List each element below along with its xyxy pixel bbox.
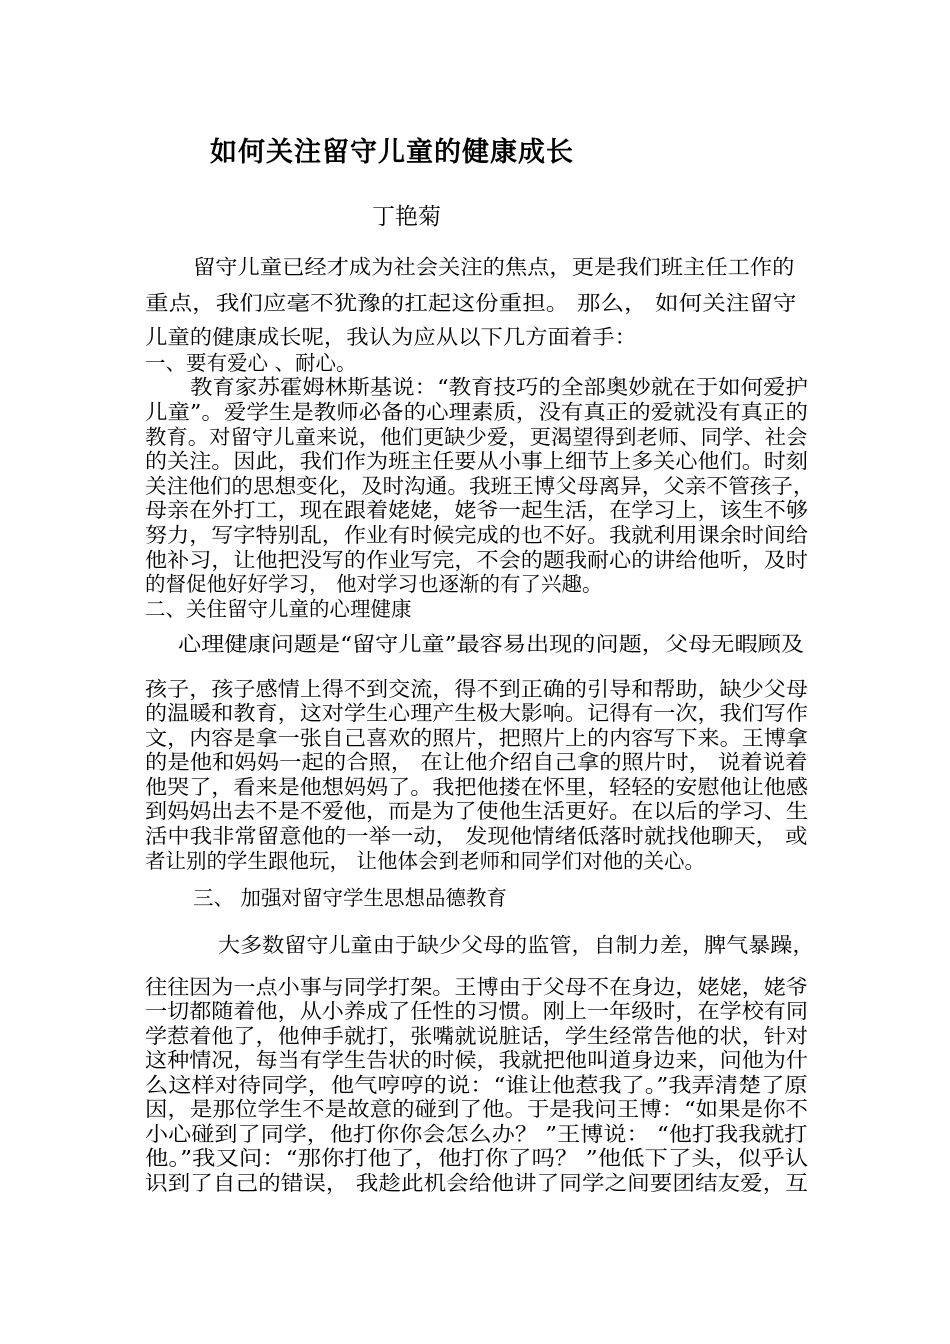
paragraph-line: 重点，我们应毫不犹豫的扛起这份重担。 那么， 如何关注留守 — [145, 291, 797, 315]
paragraph-line: 文，内容是拿一张自己喜欢的照片，把照片上的内容写下来。王博拿 — [145, 726, 808, 750]
paragraph-line: 母亲在外打工，现在跟着姥姥，姥爷一起生活，在学习上，该生不够 — [145, 498, 808, 522]
paragraph-line: 识到了自己的错误， 我趁此机会给他讲了同学之间要团结友爱，互 — [145, 1171, 809, 1195]
paragraph-line: 大多数留守儿童由于缺少父母的监管，自制力差，脾气暴躁， — [218, 933, 815, 957]
paragraph-line: 往往因为一点小事与同学打架。王博由于父母不在身边，姥姥，姥爷 — [145, 975, 808, 999]
paragraph-line: 的是他和妈妈一起的合照， 在让他介绍自己拿的照片时， 说着说着 — [145, 750, 808, 774]
paragraph-line: 一、要有爱心 、耐心。 — [145, 351, 357, 375]
paragraph-line: 努力，写字特别乱，作业有时候完成的也不好。我就利用课余时间给 — [145, 523, 808, 547]
document-author: 丁艳菊 — [372, 204, 441, 230]
paragraph-line: 儿童的健康成长呢，我认为应从以下几方面着手： — [145, 325, 637, 349]
paragraph-line: 的温暖和教育，这对学生心理产生极大影响。记得有一次，我们写作 — [145, 701, 808, 725]
paragraph-line: 因，是那位学生不是故意的碰到了他。于是我问王博：“如果是你不 — [145, 1097, 808, 1121]
paragraph-line: 他哭了，看来是他想妈妈了。我把他搂在怀里，轻轻的安慰他让他感 — [145, 775, 808, 799]
paragraph-line: 到妈妈出去不是不爱他，而是为了使他生活更好。在以后的学习、生 — [145, 799, 808, 823]
paragraph-line: 心理健康问题是“留守儿童”最容易出现的问题，父母无暇顾及 — [178, 632, 804, 656]
paragraph-line: 孩子，孩子感情上得不到交流，得不到正确的引导和帮助，缺少父母 — [145, 677, 808, 701]
paragraph-line: 小心碰到了同学，他打你你会怎么办？ ”王博说： “他打我我就打 — [145, 1122, 808, 1146]
paragraph-line: 留守儿童已经才成为社会关注的焦点，更是我们班主任工作的 — [193, 255, 795, 279]
paragraph-line: 者让别的学生跟他玩， 让他体会到老师和同学们对他的关心。 — [145, 849, 706, 873]
paragraph-line: 他。”我又问：“那你打他了，他打你了吗？ ”他低下了头，似乎认 — [145, 1146, 809, 1170]
paragraph-line: 的关注。因此，我们作为班主任要从小事上细节上多关心他们。时刻 — [145, 449, 808, 473]
paragraph-line: 一切都随着他，从小养成了任性的习惯。刚上一年级时，在学校有同 — [145, 999, 808, 1023]
paragraph-line: 他补习，让他把没写的作业写完，不会的题我耐心的讲给他听，及时 — [145, 548, 808, 572]
paragraph-line: 儿童”。爱学生是教师必备的心理素质，没有真正的爱就没有真正的 — [145, 400, 808, 424]
paragraph-line: 关注他们的思想变化，及时沟通。我班王博父母离异，父亲不管孩子， — [145, 474, 815, 498]
paragraph-line: 么这样对待同学，他气哼哼的说：“谁让他惹我了。”我弄清楚了原 — [145, 1073, 808, 1097]
paragraph-line: 教育。对留守儿童来说，他们更缺少爱，更渴望得到老师、同学、社会 — [145, 425, 808, 449]
paragraph-line: 三、 加强对留守学生思想品德教育 — [193, 886, 508, 910]
paragraph-line: 二、关住留守儿童的心理健康 — [145, 597, 412, 621]
document-title: 如何关注留守儿童的健康成长 — [210, 137, 574, 168]
paragraph-line: 这种情况，每当有学生告状的时候，我就把他叫道身边来，问他为什 — [145, 1048, 808, 1072]
paragraph-line: 学惹着他了，他伸手就打，张嘴就说脏话，学生经常告他的状，针对 — [145, 1024, 808, 1048]
paragraph-line: 活中我非常留意他的一举一动， 发现他情绪低落时就找他聊天， 或 — [145, 824, 808, 848]
paragraph-line: 的督促他好好学习， 他对学习也逐渐的有了兴趣。 — [145, 572, 603, 596]
paragraph-line: 教育家苏霍姆林斯基说：“教育技巧的全部奥妙就在于如何爱护 — [190, 375, 808, 399]
